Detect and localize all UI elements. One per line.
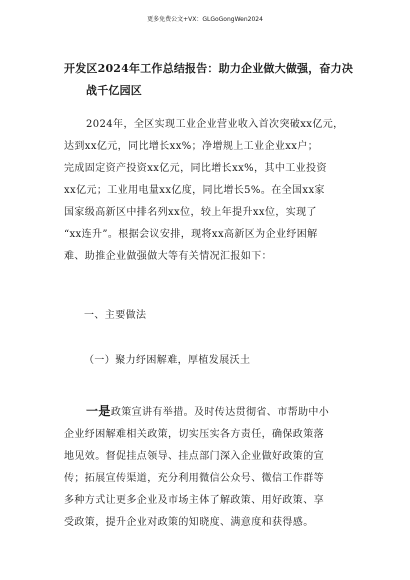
title-line-2: 战千亿园区 <box>86 84 142 97</box>
paragraph-line: 国家级高新区中排名列xx位，较上年提升xx位，实现了 <box>64 207 317 218</box>
paragraph-policy <box>64 400 354 534</box>
header-watermark: 更多免费公文+VX：GLGoGongWen2024 <box>147 16 263 23</box>
document-title <box>64 58 354 102</box>
paragraph-line: 受政策，提升企业对政策的知晓度、满意度和获得感。 <box>64 517 314 528</box>
paragraph-lead: 一是 <box>86 404 111 418</box>
title-line-1: 开发区2024年工作总结报告：助力企业做大做强，奋力决 <box>64 62 354 75</box>
section-heading-1: 一、主要做法 <box>84 310 147 321</box>
paragraph-line: 难、助推企业做强做大等有关情况汇报如下： <box>64 251 272 262</box>
paragraph-line: 达到xx亿元，同比增长xx%；净增规上工业企业xx户； <box>64 141 319 152</box>
paragraph-summary <box>64 114 354 268</box>
paragraph-line: 完成固定资产投资xx亿元，同比增长xx%，其中工业投资 <box>64 163 327 174</box>
paragraph-line: 传；拓展宣传渠道，充分利用微信公众号、微信工作群等 <box>64 473 324 484</box>
paragraph-line <box>64 400 354 424</box>
paragraph-line: 地见效。督促挂点领导、挂点部门深入企业做好政策的宣 <box>64 451 324 462</box>
paragraph-line: “xx连升”。根据会议安排，现将xx高新区为企业纾困解 <box>64 229 318 240</box>
paragraph-line: 企业纾困解难相关政策，切实压实各方责任，确保政策落 <box>64 429 324 440</box>
section-heading-2: （一）聚力纾困解难，厚植发展沃土 <box>84 355 251 366</box>
paragraph-line: 多种方式让更多企业及市场主体了解政策、用好政策、享 <box>64 495 324 506</box>
paragraph-line: xx亿元；工业用电量xx亿度，同比增长5%。在全国xx家 <box>64 185 325 196</box>
paragraph-line: 2024年，全区实现工业企业营业收入首次突破xx亿元， <box>86 119 344 130</box>
paragraph-line-rest: 政策宣讲有举措。及时传达贯彻省、市帮助中小 <box>110 407 330 418</box>
